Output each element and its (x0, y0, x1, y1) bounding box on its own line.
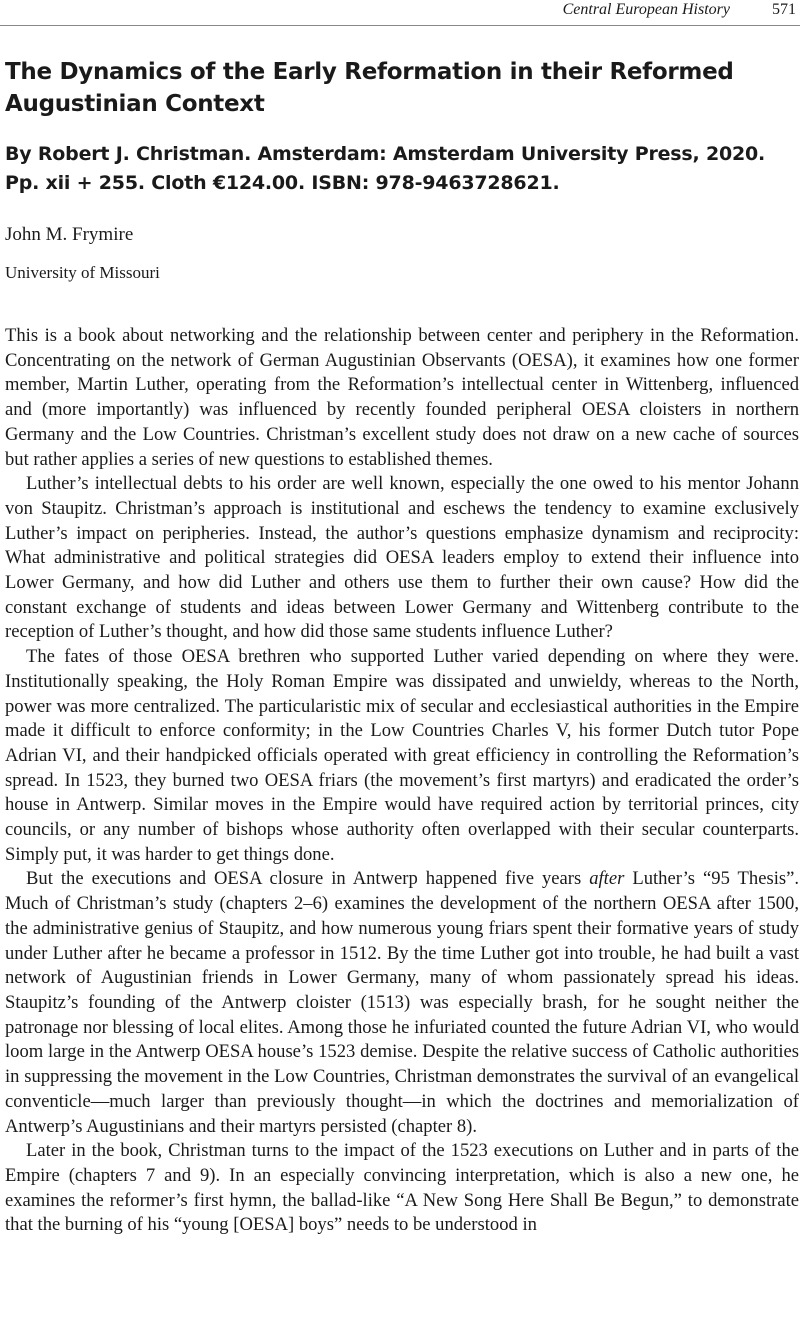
reviewer-affiliation: University of Missouri (5, 263, 160, 282)
paragraph-5: Later in the book, Christman turns to the impact of the 1523 executions on Luther and in parts of the Empire (chapters 7 and 9). In an especially convincing interpretation, which is also a new one, he examines the reformer’s first hymn, the ballad-like “A New Song Here Shall Be Begun,” to demonstrate that the burning of his “young [OESA] boys” needs to be understood in (5, 1140, 799, 1236)
running-head (0, 0, 800, 26)
paragraph-4-rest: Luther’s “95 Thesis”. Much of Christman’s study (chapters 2–6) examines the development of the northern OESA after 1500, the administrative genius of Staupitz, and how numerous young friars spent their formative years of study under Luther after he became a professor in 1512. By the time Luther got into trouble, he had built a vast network of Augustinian friends in Lower Germany, many of whom passionately spread his ideas. Staupitz’s founding of the Antwerp cloister (1513) was especially brash, for he sought neither the patronage nor blessing of local elites. Among those he infuriated counted the future Adrian VI, who would loom large in the Antwerp OESA house’s 1523 demise. Despite the relative success of Catholic authorities in suppressing the movement in the Low Countries, Christman demonstrates the survival of an evangelical conventicle—much larger than previously thought—in which the doctrines and memorialization of Antwerp’s Augustinians and their martyrs persisted (chapter 8). (5, 868, 800, 1137)
review-title: The Dynamics of the Early Reformation in their Reformed Augustinian Context (5, 59, 734, 117)
emphasis-after: after (589, 868, 625, 890)
paragraph-1: This is a book about networking and the relationship between center and periphery in the Reformation. Concentrating on the network of German Augustinian Observants (OESA), it examines how one former member, Martin Luther, operating from the Reformation’s intellectual center in Wittenberg, influenced and (more importantly) was influenced by recently founded peripheral OESA cloisters in northern Germany and the Low Countries. Christman’s excellent study does not draw on a new cache of sources but rather applies a series of new questions to established themes. (5, 325, 799, 470)
paragraph-2: Luther’s intellectual debts to his order are well known, especially the one owed to his mentor Johann von Staupitz. Christman’s approach is institutional and eschews the tendency to examine exclusively Luther’s impact on peripheries. Instead, the author’s questions emphasize dynamism and reciprocity: What administrative and political strategies did OESA leaders employ to extend their influence into Lower Germany, and how did Luther and others use them to further their own cause? How did the constant exchange of students and ideas between Lower Germany and Wittenberg contribute to the reception of Luther’s thought, and how did those same students influence Luther? (5, 473, 799, 643)
page-number: 571 (772, 1, 796, 18)
paragraph-4 (5, 867, 799, 1139)
reviewer-name: John M. Frymire (5, 224, 134, 245)
review-body (5, 324, 799, 1238)
paragraph-3: The fates of those OESA brethren who supported Luther varied depending on where they were. Institutionally speaking, the Holy Roman Empire was dissipated and unwieldy, whereas to the North, power was more centralized. The particularistic mix of secular and ecclesiastical authorities in the Empire made it difficult to enforce conformity; in the Low Countries Charles V, his former Dutch tutor Pope Adrian VI, and their handpicked officials operated with great efficiency in controlling the Reformation’s spread. In 1523, they burned two OESA friars (the movement’s first martyrs) and eradicated the order’s house in Antwerp. Similar moves in the Empire would have required action by territorial princes, city councils, or any number of bishops whose authority often overlapped with their secular counterparts. Simply put, it was harder to get things done. (5, 646, 799, 865)
journal-name: Central European History (562, 1, 730, 18)
paragraph-4-start: But the executions and OESA closure in Antwerp happened five years (26, 868, 590, 890)
bibliographic-details: By Robert J. Christman. Amsterdam: Amsterdam University Press, 2020. Pp. xii + 255. Cloth €124.00. ISBN: 978-9463728621. (5, 143, 766, 194)
